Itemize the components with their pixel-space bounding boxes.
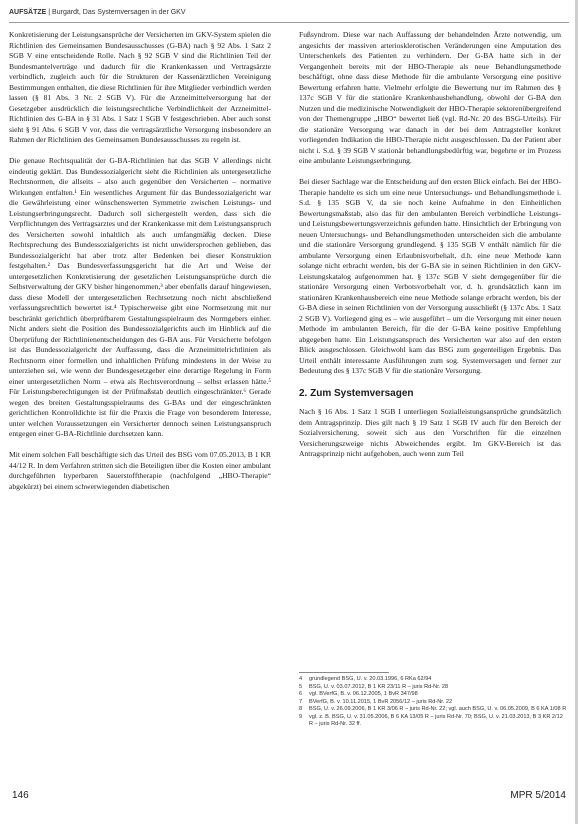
paragraph: Die genaue Rechtsqualität der G-BA-Richtlinien hat das SGB V allerdings nicht eindeutig geklärt. Das Bundessozialgericht sieht die Richtlinien als untergesetzliche Rechtsnormen, die allseits – also auch gegenüber den Versicherten – normative Wirkungen entfalten.¹ Ein wesentliches Argument für das Bundessozialgericht war die Gewährleistung einer wünschenswerten Symmetrie zwischen Leistungs- und Leistungserbringungsrecht. Dadurch soll sichergestellt werden, dass sich die Verpflichtungen des Vertragsarztes und der Krankenkasse mit dem Leistungsanspruch des Versicherten sowohl inhaltlich als auch umfangmäßig decken. Diese Rechtsprechung des Bundessozialgerichts ist nicht unwidersprochen geblieben, das Bundessozialgericht hat aber trotz aller Bedenken bei dieser Konstruktion festgehalten.² Das Bundesverfassungsgericht hat die Art und Weise der untergesetzlichen Konkretisierung der gesetzlichen Leistungsansprüche durch die Selbstverwaltung der GKV bisher hingenommen,³ aber ebenfalls darauf hingewiesen, dass diese Modell der untergesetzlichen Rechtsetzung noch nicht abschließend verfassungsrechtlich bewertet ist.⁴ Typischerweise gibt eine Normsetzung mit nur beschränkt gerichtlich überprüfbarem Gestaltungsspielraum des Normgebers einher. Nicht anders sieht die Position des Bundessozialgerichts auch im Hinblick auf die Überprüfung der Richtlinienentscheidungen des G-BA aus. Für Versicherte befolgen ist das Bundessozialgericht der Auffassung, dass die Arzneimittelrichtlinien als Rechtsnorm einer formellen und inhaltlichen Prüfung mindestens in der Weise zu unterziehen sei, wie wenn der Bundesgesetzgeber eine derartige Regelung in Form einer untergesetzlichen Norm – etwa als Rechtsverordnung – selbst erlassen hätte.⁵ Für Leistungsberechtigungen ist der Prüfmaßstab deutlich eingeschränkter.⁶ Gerade wegen des breiten Gestaltungsspielraums des G-BAs und der eingeschränkten gerichtlichen Kontrolldichte ist für die Praxis die Frage von besonderem Interesse, unter welchen Voraussetzungen ein Versicherter dennoch seinen Leistungsanspruch entgegen einer G-BA-Richtlinie durchsetzen kann. — [9, 156, 271, 438]
footnote: 5 BSG, U. v. 03.07.2012, B 1 KR 23/11 R – juris Rd-Nr. 28 — [299, 683, 449, 690]
paragraph: Fußsyndrom. Diese war nach Auffassung der behandelnden Ärzte notwendig, um angesichts der massiven arteriosklerotischen Veränderungen eine Amputation des Unterschenkels des Patienten zu verhindern. Der G-BA hatte sich in der Vergangenheit bereits mit der HBO-Therapie als neue Behandlungsmethode beschäftigt, ohne dass diese Methode für die ambulante Versorgung eine positive Bewertung erfahren hatte. Vielmehr erfolgte die Bewertung nur im Rahmen des § 137c SGB V für die stationäre Krankenhausbehandlung, obwohl der G-BA den Nutzen und die medizinische Notwendigkeit der HBO-Therapie sektorenübergreifend von der Themengruppe „HBO“ bewertet ließ (vgl. Rd-Nr. 20 des BSG-Urteils). Für die stationäre Versorgung war danach in der bei dem Antragsteller konkret vorliegenden Indikation die HBO-Therapie nicht ausgeschlossen. Da der Patient aber nicht i. S.d. § 39 SGB V stationär behandlungsbedürftig war, begehrte er im Prozess eine ambulante Leistungserbringung. — [299, 30, 561, 165]
left-column — [9, 30, 271, 503]
footnote: 6 vgl. BVerfG, B. v. 06.12.2005, 1 BvR 347/98 — [299, 691, 418, 697]
footnote: 8 BSG, U. v. 26.09.2006, B 1 KR 3/06 R – juris Rd-Nr. 22; vgl. auch BSG, U. v. 06.05.2009, B 6 KA 1/08 R — [299, 706, 567, 712]
footnote: 7 BVerfG, B. v. 10.11.2015, 1 BvR 2056/12 – juris Rd-Nr. 22 — [299, 698, 453, 705]
journal-citation: MPR 5/2014 — [510, 790, 566, 801]
paragraph: Mit einem solchen Fall beschäftigte sich das Urteil des BSG vom 07.05.2013, B 1 KR 44/12 R. In dem Verfahren stritten sich die Beteiligten über die Kosten einer ambulant durchgeführten hyperbaren Sauerstofftherapie (nachfolgend „HBO-Therapie“ abgekürzt) bei einem schwerwiegenden diabetischen — [9, 450, 271, 491]
paragraph: Bei dieser Sachlage war die Entscheidung auf den ersten Blick einfach. Bei der HBO-Therapie handelte es sich um eine neue Untersuchungs- und Behandlungsmethode i. S.d. § 135 SGB V, da sie noch keine Aufnahme in den Einheitlichen Bewertungsmaßstab, also das für den ambulanten Bereich verbindliche Leistungs- und Leistungsbewertungsverzeichnis gefunden hatte. Hinsichtlich der Erbringung von neuen Untersuchungs- und Behandlungsmethoden unterscheiden sich die ambulante und die stationäre Versorgung grundlegend. § 135 SGB V enthält nämlich für die ambulante Versorgung einen Erlaubnisvorbehalt, d.h. eine neue Methode kann solange nicht erbracht werden, bis der G-BA sie in seinen Richtlinien in den GKV-Leistungskatalog aufgenommen hat. § 137c SGB V sieht demgegenüber für die stationäre Versorgung einen Verbotsvorbehalt vor, d. h. grundsätzlich kann im stationären Krankenhausbereich eine neue Methode solange erbracht werden, bis der G-BA diese in seinen Richtlinien von der Versorgung ausschließt (§ 137c Abs. 1 Satz 2 SGB V). Vorliegend ging es – wie ausgeführt – um die Versorgung mit einer neuen Methode im ambulanten Bereich, für die der G-BA keine positive Empfehlung abgegeben hatte. Ein Leistungsanspruch des Versicherten war also auf den ersten Blick ausgeschlossen. Gleichwohl kam das BSG zum gegenteiligen Ergebnis. Das Urteil enthält interessante Ausführungen zum sog. Systemversagen und ferner zur Bedeutung des § 137c SGB V für die stationäre Versorgung. — [299, 177, 561, 375]
footnote: 9 vgl. z. B. BSG, U. v. 31.05.2006, B 6 KA 13/05 R – juris Rd-Nr. 70; BSG, U. v. 21.03.2013, B 3 KR 2/12 R – juris Rd-Nr. 32 ff. — [299, 713, 563, 727]
footnote: 4 grundlegend BSG, U. v. 20.03.1996, 6 RKa 62/94 — [299, 676, 432, 682]
header-rule — [9, 22, 569, 23]
right-column — [299, 30, 561, 470]
footnote-rule — [299, 672, 389, 673]
running-header — [9, 9, 569, 16]
footnotes — [299, 676, 567, 729]
paragraph: Konkretisierung der Leistungsansprüche der Versicherten im GKV-System spielen die Richtlinien des Gemeinsamen Bundesausschusses (G-BA) nach § 92 Abs. 1 Satz 2 SGB V eine entscheidende Rolle. Nach § 92 SGB V sind die Richtlinien Teil der Bundesmantelverträge und dadurch für die Krankenkassen und Vertragsärzte verbindlich, zugleich auch für die Strukturen der Kassenärztlichen Vereinigung Bestimmungen enthalten, die diese Richtlinien für ihre Mitglieder verbindlich werden lassen (§ 81 Abs. 3 Nr. 2 SGB V). Für die Arzneimittelversorgung hat der Gesetzgeber ausdrücklich die leistungsrechtliche Verbindlichkeit der Arzneimittel-Richtlinien des G-BA in § 31 Abs. 1 Satz 1 SGB V festgeschrieben. Aber auch sonst sieht § 91 Abs. 6 SGB V vor, dass die vertragsärztliche Versorgung insbesondere an Rahmen der Richtlinien des Gemeinsamen Bundesausschusses zu regeln ist. — [9, 30, 271, 144]
section-heading: 2. Zum Systemversagen — [299, 387, 414, 399]
page-number: 146 — [12, 790, 29, 801]
paragraph: Nach § 16 Abs. 1 Satz 1 SGB I unterliegen Sozialleistungsansprüche grundsätzlich dem Antragsprinzip. Dies gilt nach § 19 Satz 1 SGB IV auch für den Bereich der Sozialversicherung, soweit sich aus den Vorschriften für die einzelnen Versicherungszweige nichts Abweichendes ergibt. Im GKV-Bereich ist das Antragsprinzip nicht aufgehoben, auch wenn zum Teil — [299, 407, 561, 458]
running-title: | Burgardt, Das Systemversagen in der GKV — [48, 9, 186, 16]
section-label: AUFSÄTZE — [9, 9, 47, 16]
